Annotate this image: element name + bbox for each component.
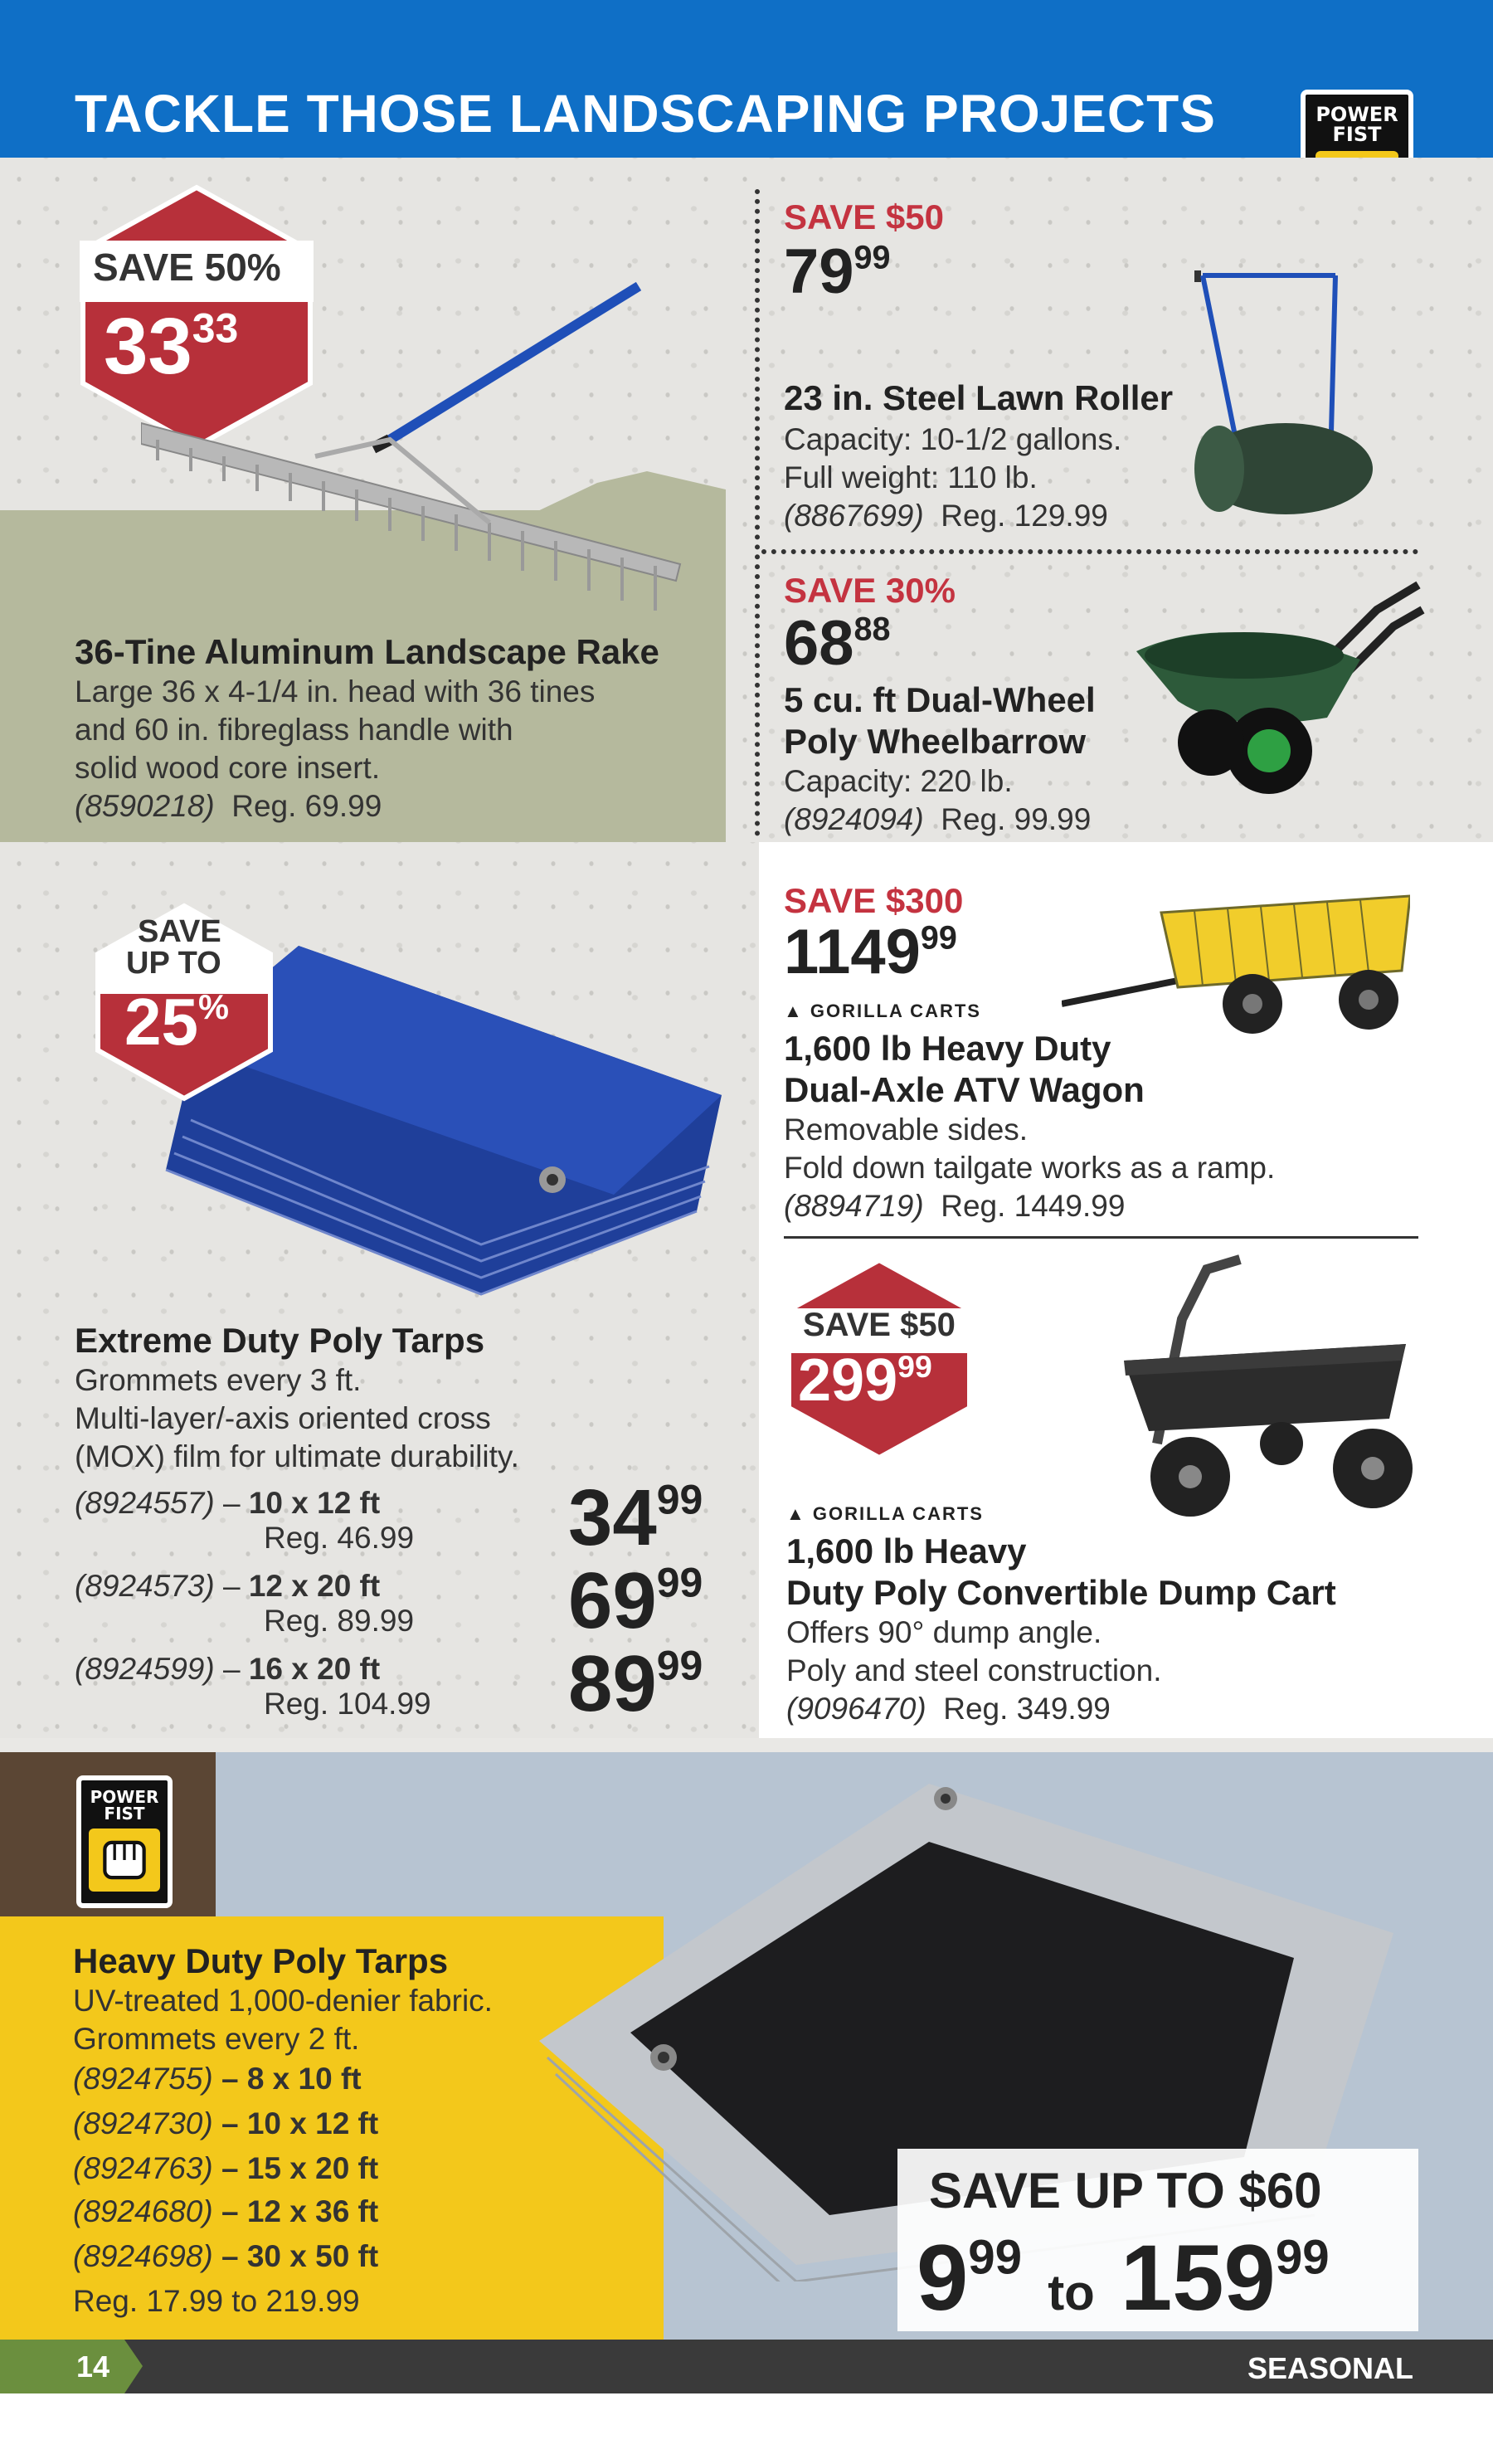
power-fist-logo-bottom — [76, 1775, 173, 1908]
price-cents: 99 — [853, 239, 891, 276]
wheelbarrow-image — [1128, 577, 1435, 801]
rake-desc1: Large 36 x 4-1/4 in. head with 36 tines — [75, 674, 596, 709]
dash: – — [221, 2106, 239, 2140]
tarp-item-2-reg: Reg. 89.99 — [264, 1604, 415, 1638]
price-main: 89 — [568, 1639, 657, 1728]
price-cents: 88 — [853, 611, 891, 648]
wheelbarrow-price — [784, 608, 891, 679]
wagon-title2: Dual-Axle ATV Wagon — [784, 1070, 1145, 1109]
dumpcart-brand — [786, 1503, 984, 1525]
tarps-desc2: Multi-layer/-axis oriented cross — [75, 1401, 491, 1435]
logo-line2: FIST — [104, 1804, 145, 1824]
sku: (8924730) — [73, 2106, 213, 2140]
size: 10 x 12 ft — [248, 1486, 381, 1520]
wagon-price — [784, 917, 957, 987]
reg-price: Reg. 349.99 — [943, 1692, 1111, 1726]
price-main: 34 — [568, 1473, 657, 1562]
roller-title: 23 in. Steel Lawn Roller — [784, 378, 1174, 417]
gorilla-icon: ▲ — [784, 1001, 810, 1021]
dump-cart-image — [1074, 1253, 1422, 1527]
logo-line1: POWER — [90, 1787, 159, 1807]
heavy-tarps-reg: Reg. 17.99 to 219.99 — [73, 2284, 360, 2318]
page-number-tab — [0, 2340, 149, 2393]
price-main: 33 — [104, 302, 192, 391]
pct-value: 25 — [124, 985, 198, 1059]
tarp-item-3-price — [568, 1639, 703, 1728]
page-bottom-margin — [0, 2393, 1493, 2464]
price-main: 79 — [784, 236, 854, 307]
sku: (8924599) — [75, 1652, 215, 1686]
roller-desc1: Capacity: 10-1/2 gallons. — [784, 422, 1122, 456]
price-main: 69 — [568, 1556, 657, 1645]
page-number: 14 — [76, 2350, 110, 2384]
rake-badge-save: SAVE 50% — [93, 246, 281, 289]
price-main: 1149 — [784, 917, 921, 987]
atv-wagon-image — [1062, 879, 1410, 1045]
heavy-tarps-save: SAVE UP TO $60 — [929, 2163, 1322, 2218]
price-high-cents: 99 — [1275, 2230, 1330, 2285]
roller-price — [784, 236, 891, 307]
wheelbarrow-desc1: Capacity: 220 lb. — [784, 764, 1013, 798]
size: 12 x 20 ft — [248, 1569, 381, 1603]
heavy-tarps-desc1: UV-treated 1,000-denier fabric. — [73, 1984, 493, 2018]
sku: (8924763) — [73, 2151, 213, 2185]
page-title: TACKLE THOSE LANDSCAPING PROJECTS — [75, 84, 1216, 144]
sku: (8924680) — [73, 2194, 213, 2228]
heavy-tarps-title: Heavy Duty Poly Tarps — [73, 1941, 449, 1980]
rake-title: 36-Tine Aluminum Landscape Rake — [75, 632, 659, 671]
roller-save: SAVE $50 — [784, 197, 944, 236]
size: 12 x 36 ft — [246, 2194, 379, 2228]
carts-divider — [784, 1236, 1418, 1239]
tarps-badge-upto: UP TO — [126, 946, 221, 981]
dash: – — [222, 1652, 241, 1686]
sku: (8894719) — [784, 1189, 924, 1223]
tarp-item-2-price — [568, 1556, 703, 1645]
dumpcart-title1: 1,600 lb Heavy — [786, 1531, 1027, 1570]
reg-price: Reg. 1449.99 — [941, 1189, 1126, 1223]
tarps-desc1: Grommets every 3 ft. — [75, 1363, 362, 1397]
wheelbarrow-title2: Poly Wheelbarrow — [784, 722, 1087, 761]
heavy-tarps-desc2: Grommets every 2 ft. — [73, 2022, 360, 2056]
dumpcart-badge-price — [798, 1347, 932, 1414]
dash: – — [221, 2062, 239, 2096]
roller-sku-line — [784, 498, 1108, 534]
wagon-desc2: Fold down tailgate works as a ramp. — [784, 1151, 1276, 1185]
price-cents: 99 — [656, 1476, 703, 1523]
tarp-item-1 — [75, 1485, 380, 1522]
reg-price: Reg. 69.99 — [231, 789, 382, 823]
dash: – — [222, 1569, 241, 1603]
dash: – — [222, 1486, 241, 1520]
dumpcart-desc1: Offers 90° dump angle. — [786, 1615, 1102, 1649]
reg-price: Reg. 129.99 — [941, 499, 1108, 533]
tarps-desc3: (MOX) film for ultimate durability. — [75, 1439, 519, 1473]
tarps-badge-pct — [124, 985, 229, 1059]
tarp-item-2 — [75, 1568, 380, 1605]
dumpcart-desc2: Poly and steel construction. — [786, 1653, 1162, 1687]
heavy-tarps-price-range — [917, 2226, 1330, 2330]
tarp-item-3 — [75, 1651, 380, 1687]
price-cents: 99 — [656, 1642, 703, 1689]
rake-sku-line — [75, 788, 382, 825]
tarp-item-1-reg: Reg. 46.99 — [264, 1521, 415, 1555]
heavy-tarp-item-4 — [73, 2194, 378, 2230]
rake-desc3: solid wood core insert. — [75, 751, 381, 785]
lawn-roller-image — [1186, 265, 1385, 523]
wheelbarrow-save: SAVE 30% — [784, 571, 956, 610]
logo-line1: POWER — [1315, 103, 1398, 126]
tarps-title: Extreme Duty Poly Tarps — [75, 1321, 485, 1360]
wagon-desc1: Removable sides. — [784, 1113, 1029, 1147]
tarp-item-3-reg: Reg. 104.99 — [264, 1687, 431, 1721]
heavy-tarp-item-1 — [73, 2061, 362, 2097]
heavy-tarp-item-5 — [73, 2238, 378, 2275]
sku: (8924755) — [73, 2062, 213, 2096]
size: 10 x 12 ft — [246, 2106, 379, 2140]
section-label: SEASONAL — [1247, 2351, 1414, 2385]
size: 30 x 50 ft — [246, 2239, 379, 2273]
price-low-cents: 99 — [968, 2230, 1023, 2285]
sku: (9096470) — [786, 1692, 926, 1726]
sku: (8590218) — [75, 789, 215, 823]
dumpcart-title2: Duty Poly Convertible Dump Cart — [786, 1573, 1336, 1612]
reg-price: Reg. 99.99 — [941, 802, 1092, 836]
dash: – — [221, 2151, 239, 2185]
wagon-save: SAVE $300 — [784, 881, 964, 920]
wheelbarrow-sku-line — [784, 801, 1091, 838]
tarp-item-1-price — [568, 1473, 703, 1562]
brand-name: GORILLA CARTS — [810, 1001, 981, 1021]
price-cents: 99 — [897, 1348, 932, 1384]
price-to: to — [1048, 2265, 1095, 2320]
dumpcart-sku-line — [786, 1691, 1111, 1727]
price-main: 68 — [784, 608, 854, 679]
price-low-main: 9 — [917, 2226, 969, 2330]
price-high-main: 159 — [1120, 2226, 1276, 2330]
sku: (8924094) — [784, 802, 924, 836]
wheelbarrow-title1: 5 cu. ft Dual-Wheel — [784, 680, 1096, 719]
size: 8 x 10 ft — [246, 2062, 362, 2096]
logo-line2: FIST — [1332, 123, 1382, 146]
dash: – — [221, 2239, 239, 2273]
size: 16 x 20 ft — [248, 1652, 381, 1686]
sku: (8924698) — [73, 2239, 213, 2273]
size: 15 x 20 ft — [246, 2151, 379, 2185]
price-main: 299 — [798, 1347, 898, 1414]
wagon-sku-line — [784, 1188, 1125, 1225]
price-cents: 99 — [920, 919, 957, 957]
price-cents: 99 — [656, 1559, 703, 1606]
wagon-brand — [784, 1001, 981, 1022]
divider-horizontal — [761, 549, 1418, 554]
sku: (8924557) — [75, 1486, 215, 1520]
rake-image — [141, 282, 688, 631]
sku: (8924573) — [75, 1569, 215, 1603]
heavy-tarp-item-2 — [73, 2106, 378, 2142]
dumpcart-badge-save: SAVE $50 — [803, 1307, 956, 1343]
roller-desc2: Full weight: 110 lb. — [784, 460, 1038, 494]
dash: – — [221, 2194, 239, 2228]
wagon-title1: 1,600 lb Heavy Duty — [784, 1029, 1111, 1068]
price-cents: 33 — [192, 304, 239, 352]
rake-desc2: and 60 in. fibreglass handle with — [75, 713, 513, 747]
sku: (8867699) — [784, 499, 924, 533]
fist-icon — [89, 1829, 160, 1892]
gorilla-icon: ▲ — [786, 1503, 813, 1524]
divider-vertical — [755, 189, 760, 836]
brand-name: GORILLA CARTS — [812, 1503, 984, 1524]
pct-sign: % — [197, 986, 229, 1026]
tarps-badge-save: SAVE — [138, 914, 221, 949]
heavy-tarp-item-3 — [73, 2150, 378, 2187]
